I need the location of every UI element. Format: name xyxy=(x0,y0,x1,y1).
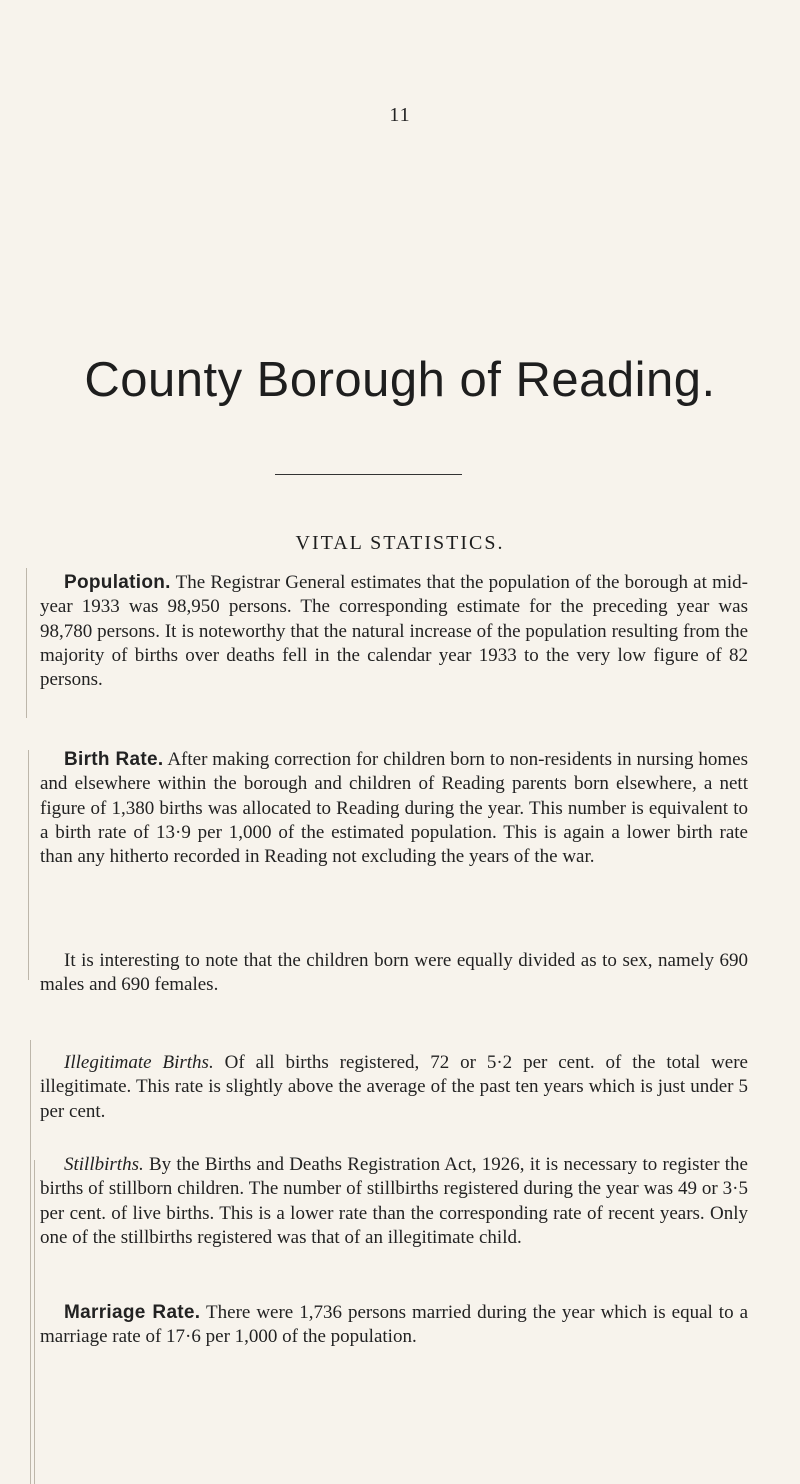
paragraph-text-illegitimate-births: Of all births registered, 72 or 5·2 per cent. of the total were illegitimate. This rate is slightly above the average of the past ten years which is just under 5 per cent. xyxy=(40,1052,748,1122)
section-title: VITAL STATISTICS. xyxy=(295,532,505,554)
paragraph-population xyxy=(40,571,748,692)
paragraph-text-stillbirths: By the Births and Deaths Registration Act, 1926, it is necessary to register the births of stillborn children. The number of stillbirths registered during the year was 49 or 3·5 per cent. of live births. This is a lower rate than the corresponding rate of recent years. Only one of the stillbirths registered was that of an illegitimate child. xyxy=(40,1154,748,1248)
paragraph-marriage-rate xyxy=(40,1301,748,1350)
paragraph-birth-rate xyxy=(40,748,748,869)
paragraph-text-birth-rate: After making correction for children born to non-residents in nursing homes and elsewhere within the borough and children of Reading parents born elsewhere, a nett figure of 1,380 births was allocated to Reading during the year. This number is equivalent to a birth rate of 13·9 per 1,000 of the estimated population. This is again a lower birth rate than any hitherto recorded in Reading not excluding the years of the war. xyxy=(40,749,748,868)
title-divider xyxy=(275,474,462,475)
page-title: County Borough of Reading. xyxy=(84,353,716,407)
binding-mark xyxy=(34,1160,35,1484)
paragraph-illegitimate-births xyxy=(40,1051,748,1124)
paragraph-text-marriage-rate: There were 1,736 persons married during the year which is equal to a marriage rate of 17·6 per 1,000 of the population. xyxy=(40,1302,748,1348)
paragraph-sex-division xyxy=(40,949,748,998)
paragraph-heading-population: Population. xyxy=(64,572,171,593)
page-number: 11 xyxy=(389,104,411,126)
paragraph-text-population: The Registrar General estimates that the population of the borough at mid-year 1933 was 98,950 persons. The corresponding estimate for the preceding year was 98,780 persons. It is noteworthy that the natural increase of the population resulting from the majority of births over deaths fell in the calendar year 1933 to the very low figure of 82 persons. xyxy=(40,572,748,691)
paragraph-heading-marriage-rate: Marriage Rate. xyxy=(64,1302,201,1323)
binding-mark xyxy=(26,568,27,718)
paragraph-heading-illegitimate-births: Illegitimate Births. xyxy=(64,1052,214,1073)
binding-mark xyxy=(30,1040,31,1484)
paragraph-stillbirths xyxy=(40,1153,748,1250)
binding-mark xyxy=(28,750,29,980)
paragraph-heading-stillbirths: Stillbirths. xyxy=(64,1154,144,1175)
paragraph-heading-birth-rate: Birth Rate. xyxy=(64,749,164,770)
paragraph-text-sex-division: It is interesting to note that the children born were equally divided as to sex, namely 690 males and 690 females. xyxy=(40,950,748,996)
